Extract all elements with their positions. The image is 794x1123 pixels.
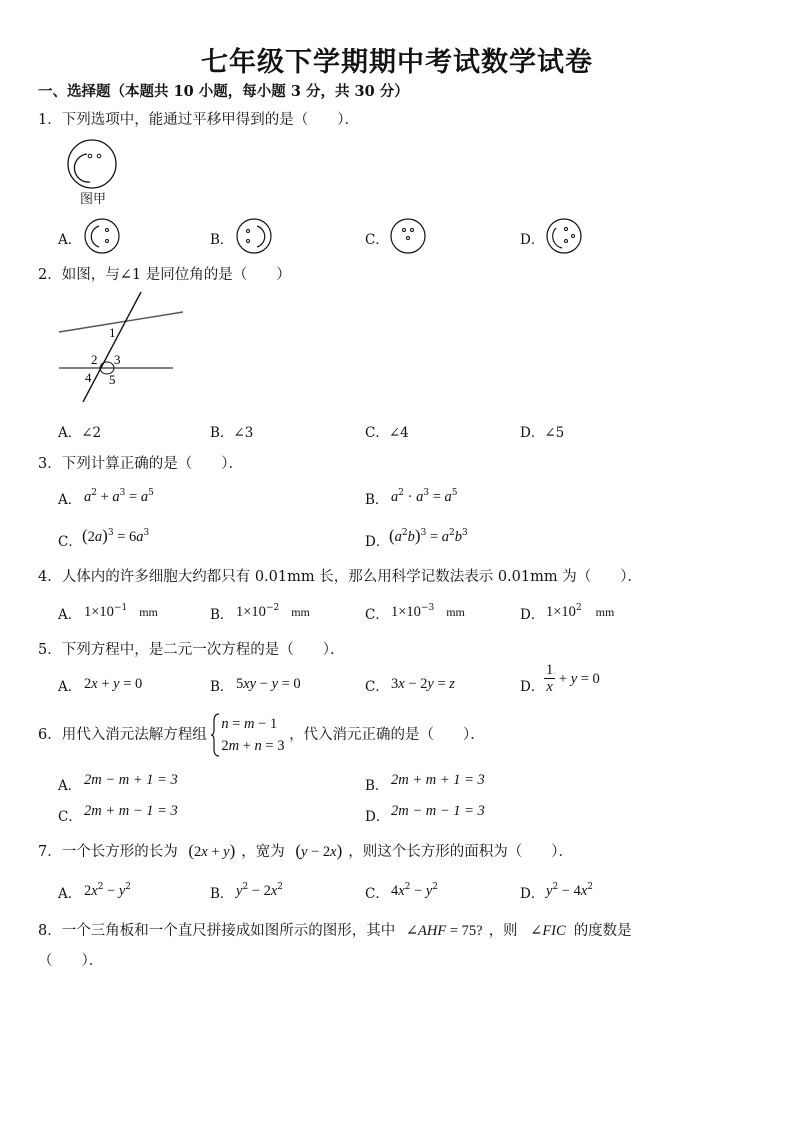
q6-option-a-label: A． xyxy=(58,778,82,794)
q4-option-d-label: D． xyxy=(520,607,545,623)
q5-option-b-label: B． xyxy=(210,679,234,695)
q7-option-c-label: C． xyxy=(365,886,389,902)
q1-option-c-figure xyxy=(388,216,428,256)
q2-option-a: A．∠2 xyxy=(58,425,102,441)
q1-option-d-label: D． xyxy=(520,232,545,248)
question-8-stem: 8．一个三角板和一个直尺拼接成如图所示的图形，其中 ∠AHF = 75? ，则 ∠FIC 的度数是 xyxy=(38,923,632,939)
q7-option-b-label: B． xyxy=(210,886,234,902)
q6-option-a-expr: 2m − m + 1 = 3 xyxy=(84,772,178,788)
question-4-stem: 4．人体内的许多细胞大约都只有 0.01mm 长，那么用科学记数法表示 0.01mm 为（ ）． xyxy=(38,569,642,585)
question-8-blank: （ ）． xyxy=(38,953,104,969)
angle-label-5: 5 xyxy=(109,372,116,387)
q5-option-d-expr: $\frac{1}{x}$ + y = 0 xyxy=(546,662,600,695)
q5-option-c-label: C． xyxy=(365,679,389,695)
q6-option-b-expr: 2m + m + 1 = 3 xyxy=(391,772,485,788)
q5-option-a-expr: 2x + y = 0 xyxy=(84,676,143,692)
q3-option-b-label: B． xyxy=(365,492,389,508)
page-title: 七年级下学期期中考试数学试卷 xyxy=(201,47,593,78)
q1-option-a-label: A． xyxy=(58,232,82,248)
q1-option-b-label: B． xyxy=(210,232,234,248)
q2-option-c: C．∠4 xyxy=(365,425,409,441)
q5-option-b-expr: 5xy − y = 0 xyxy=(236,676,301,692)
q7-option-a-expr: $2x^2 - y^2$ xyxy=(84,882,132,899)
q1-option-a-figure xyxy=(82,216,122,256)
q3-option-d-expr: $(a^2b)^3 = a^2b^3$ xyxy=(389,526,468,545)
q1-option-d-figure xyxy=(544,216,584,256)
angle-label-2: 2 xyxy=(91,352,98,367)
q5-option-c-expr: 3x − 2y = z xyxy=(391,676,455,692)
q4-option-a-expr: $1\times 10^{-1}$ mm xyxy=(84,603,158,620)
q4-option-b-label: B． xyxy=(210,607,234,623)
q6-option-d-label: D． xyxy=(365,809,390,825)
q7-option-b-expr: $y^2 - 2x^2$ xyxy=(236,882,284,899)
question-3-stem: 3．下列计算正确的是（ ）． xyxy=(38,456,243,472)
question-2-stem: 2．如图，与∠1 是同位角的是（ ） xyxy=(38,267,291,283)
question-5-stem: 5．下列方程中，是二元一次方程的是（ ）． xyxy=(38,642,345,658)
angle-label-3: 3 xyxy=(114,352,121,367)
angle-label-1: 1 xyxy=(109,325,116,340)
q3-option-d-label: D． xyxy=(365,534,390,550)
q4-option-a-label: A． xyxy=(58,607,82,623)
q3-option-b-expr: $a^2 \cdot a^3 = a^5$ xyxy=(391,488,458,505)
section-heading-choice: 一、选择题（本题共 10 小题，每小题 3 分，共 30 分） xyxy=(38,83,409,100)
q7-option-a-label: A． xyxy=(58,886,82,902)
q6-option-b-label: B． xyxy=(365,778,389,794)
equation-system: n = m − 1 2m + n = 3 xyxy=(211,713,284,757)
q2-option-b: B．∠3 xyxy=(210,425,254,441)
q4-option-c-expr: $1\times 10^{-3}$ mm xyxy=(391,603,465,620)
question-6-stem: 6．用代入消元法解方程组 n = m − 1 2m + n = 3 ，代入消元正确的是（ ）． xyxy=(38,713,485,757)
q7-option-d-label: D． xyxy=(520,886,545,902)
q3-option-c-label: C． xyxy=(58,534,82,550)
q7-option-c-expr: $4x^2 - y^2$ xyxy=(391,882,439,899)
q2-option-d: D．∠5 xyxy=(520,425,565,441)
q5-option-a-label: A． xyxy=(58,679,82,695)
q1-option-b-figure xyxy=(234,216,274,256)
q3-option-c-expr: $(2a)^3 = 6a^3$ xyxy=(82,526,150,545)
q4-option-d-expr: $1\times 10^2$ mm xyxy=(546,603,615,620)
q7-option-d-expr: $y^2 - 4x^2$ xyxy=(546,882,594,899)
q6-option-c-label: C． xyxy=(58,809,82,825)
q4-option-b-expr: $1\times 10^{-2}$ mm xyxy=(236,603,310,620)
question-2-figure xyxy=(55,290,190,405)
q3-option-a-label: A． xyxy=(58,492,82,508)
q5-option-d-label: D． xyxy=(520,679,545,695)
figure-caption: 图甲 xyxy=(80,192,107,207)
q6-option-d-expr: 2m − m − 1 = 3 xyxy=(391,803,485,819)
question-1-stem: 1．下列选项中，能通过平移甲得到的是（ ）． xyxy=(38,112,359,128)
angle-label-4: 4 xyxy=(85,370,92,385)
question-7-stem: 7．一个长方形的长为 (2x + y) ，宽为 (y − 2x) ，则这个长方形的面积为（ ）． xyxy=(38,841,574,860)
q4-option-c-label: C． xyxy=(365,607,389,623)
q3-option-a-expr: $a^2 + a^3 = a^5$ xyxy=(84,488,154,505)
q1-option-c-label: C． xyxy=(365,232,389,248)
q6-option-c-expr: 2m + m − 1 = 3 xyxy=(84,803,178,819)
